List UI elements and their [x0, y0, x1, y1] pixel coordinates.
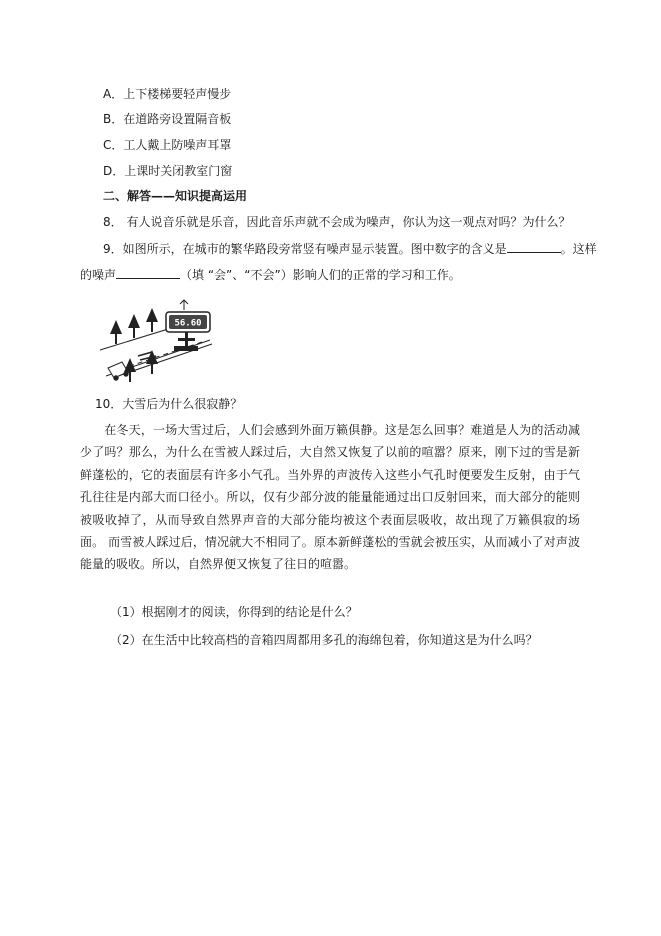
- option-b: B．在道路旁设置隔音板: [103, 112, 232, 126]
- noise-monitor-figure: [98, 298, 214, 388]
- answer-blank-affect: [116, 266, 180, 279]
- option-d: D．上课时关闭教室门窗: [103, 164, 233, 178]
- question-9-line-2: [80, 266, 461, 283]
- question-10-passage: [80, 419, 580, 576]
- question-10-title: 10．大雪后为什么很寂静？: [95, 397, 243, 411]
- option-a: A．上下楼梯要轻声慢步: [103, 87, 232, 101]
- question-10-passage-text: 在冬天，一场大雪过后，人们会感到外面万籁俱静。这是怎么回事？难道是人为的活动减少了吗？那么，为什么在雪被人踩过后，大自然又恢复了以前的喧嚣？原来，刚下过的雪是新鲜蓬松的，它的表面层有许多小气孔。当外界的声波传入这些小气孔时便要发生反射，由于气孔往往是内部大而口径小。所以，仅有少部分波的能量能通过出口反射回来，而大部分的能则被吸收掉了，从而导致自然界声音的大部分能均被这个表面层吸收，故出现了万籁俱寂的场面。 而雪被人踩过后，情况就大不相同了。原本新鲜蓬松的雪就会被压实，从而减小了对声波能量的吸收。所以，自然界便又恢复了往日的喧嚣。: [80, 423, 580, 572]
- noise-display-value: 56.60: [174, 318, 202, 329]
- noise-display-sign: [166, 300, 210, 351]
- question-9-text: 9．如图所示，在城市的繁华路段旁常竖有噪声显示装置。图中数字的含义是: [103, 242, 507, 256]
- question-9-prefix: 的噪声: [80, 268, 117, 282]
- sub-question-1: （1）根据刚才的阅读，你得到的结论是什么？: [110, 605, 358, 619]
- sub-question-2: （2）在生活中比较高档的音箱四周都用多孔的海绵包着，你知道这是为什么吗？: [110, 633, 538, 647]
- question-9-suffix: （填 “会”、“不会”）影响人们的正常的学习和工作。: [180, 268, 461, 282]
- option-c: C．工人戴上防噪声耳罩: [103, 138, 232, 152]
- question-9-line-1: [103, 240, 597, 257]
- question-8: 8． 有人说音乐就是乐音，因此音乐声就不会成为噪声，你认为这一观点对吗？为什么？: [103, 215, 571, 229]
- question-9-text-end: 。这样: [560, 242, 597, 256]
- answer-blank-meaning: [507, 240, 561, 253]
- section-title: 二、解答——知识提高运用: [103, 189, 248, 203]
